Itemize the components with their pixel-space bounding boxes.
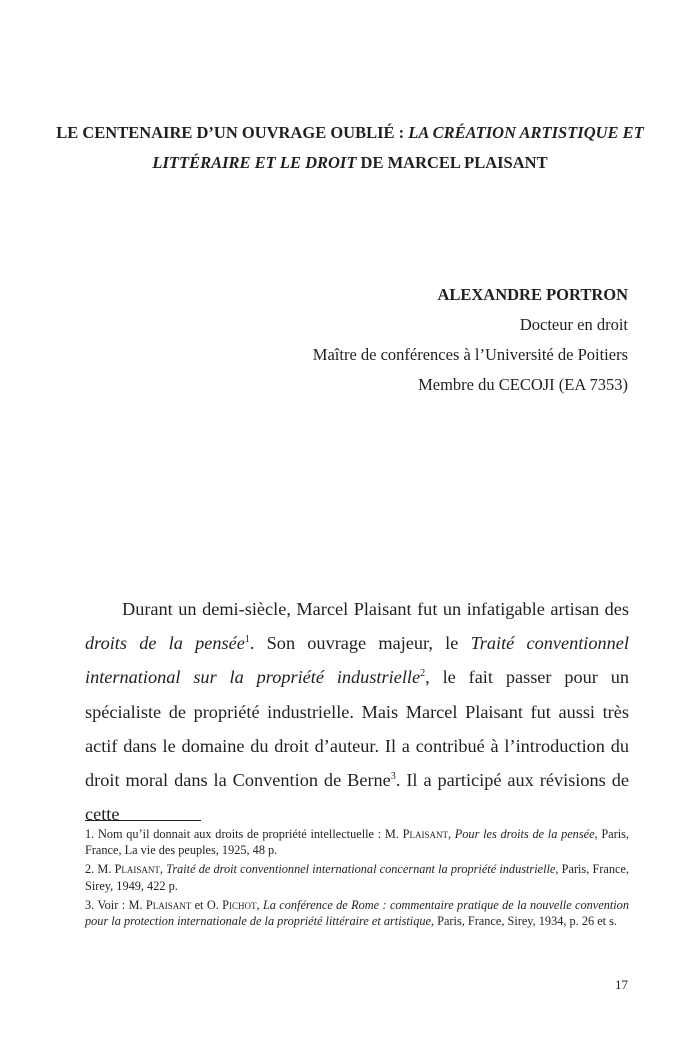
author-title: Docteur en droit — [519, 315, 628, 334]
footnote-separator — [85, 820, 201, 821]
body-italic-1: droits de la pensée — [85, 633, 245, 654]
body-sentence-2: . Son ouvrage majeur, le — [249, 633, 471, 654]
body-paragraph — [85, 592, 629, 831]
footnote-1-text: 1. Nom qu’il donnait aux droits de propriété intellectuelle : M. — [85, 827, 403, 841]
body-italic-2: Traité conventionnel international sur la propriété industrielle — [85, 633, 630, 688]
author-block — [313, 280, 628, 400]
footnote-2-sep: , — [159, 862, 167, 877]
footnote-1-author: Plaisant — [402, 827, 448, 841]
article-title — [40, 118, 660, 178]
footnote-1 — [85, 826, 629, 858]
footnote-3-work: La conférence de Rome : commentaire pratique de la nouvelle convention pour la protection internationale de la propriété littéraire et artistique — [85, 897, 629, 929]
author-name: ALEXANDRE PORTRON — [437, 285, 628, 304]
footnote-ref-3[interactable]: 3 — [390, 770, 396, 782]
footnote-3-author-1: Plaisant — [145, 897, 192, 912]
footnote-3-publication: , Paris, France, Sirey, 1934, p. 26 et s. — [430, 914, 618, 929]
footnote-2-publication: , Paris, France, Sirey, 1949, 422 p. — [85, 862, 629, 893]
author-affiliation: Maître de conférences à l’Université de Poitiers — [312, 345, 628, 364]
footnote-ref-2[interactable]: 2 — [420, 668, 426, 680]
body-text — [85, 592, 629, 831]
title-part-3: DE MARCEL PLAISANT — [356, 153, 548, 172]
title-part-1: LE CENTENAIRE D’UN OUVRAGE OUBLIÉ : — [56, 123, 409, 142]
footnote-3-text: 3. Voir : M. — [85, 897, 146, 912]
footnote-2 — [85, 861, 629, 893]
body-sentence-3: , le fait passer pour un spécialiste de propriété industrielle. Mais Marcel Plaisant fut aussi très actif dans le domaine du droit d’auteur. Il a contribué à l’introduction du droit moral dans la Convention de Berne — [85, 667, 629, 791]
author-research-unit: Membre du CECOJI (EA 7353) — [418, 375, 628, 394]
footnote-3-sep-2: , — [256, 897, 263, 912]
footnote-ref-1[interactable]: 1 — [244, 634, 250, 646]
footnote-1-publication: , Paris, France, La vie des peuples, 1925, 48 p. — [85, 827, 629, 858]
page-number: 17 — [615, 977, 628, 992]
title-work-italic: LA CRÉATION ARTISTIQUE ET LITTÉRAIRE ET LE DROIT — [152, 123, 644, 172]
footnote-3-author-2: Pichot — [222, 897, 257, 912]
footnote-3-sep-1: et O. — [191, 897, 223, 912]
body-sentence-4: . Il a participé aux révisions de cette — [85, 770, 629, 825]
footnote-1-sep: , — [447, 827, 455, 841]
footnote-1-work: Pour les droits de la pensée — [454, 827, 595, 841]
body-sentence-1: Durant un demi-siècle, Marcel Plaisant fut un infatigable artisan des — [122, 599, 629, 619]
footnote-2-text: 2. M. — [85, 862, 115, 877]
footnote-2-author: Plaisant — [114, 862, 160, 877]
footnote-2-work: Traité de droit conventionnel international concernant la propriété industrielle — [166, 862, 556, 877]
footnotes — [85, 826, 629, 932]
footnote-3 — [85, 897, 629, 929]
